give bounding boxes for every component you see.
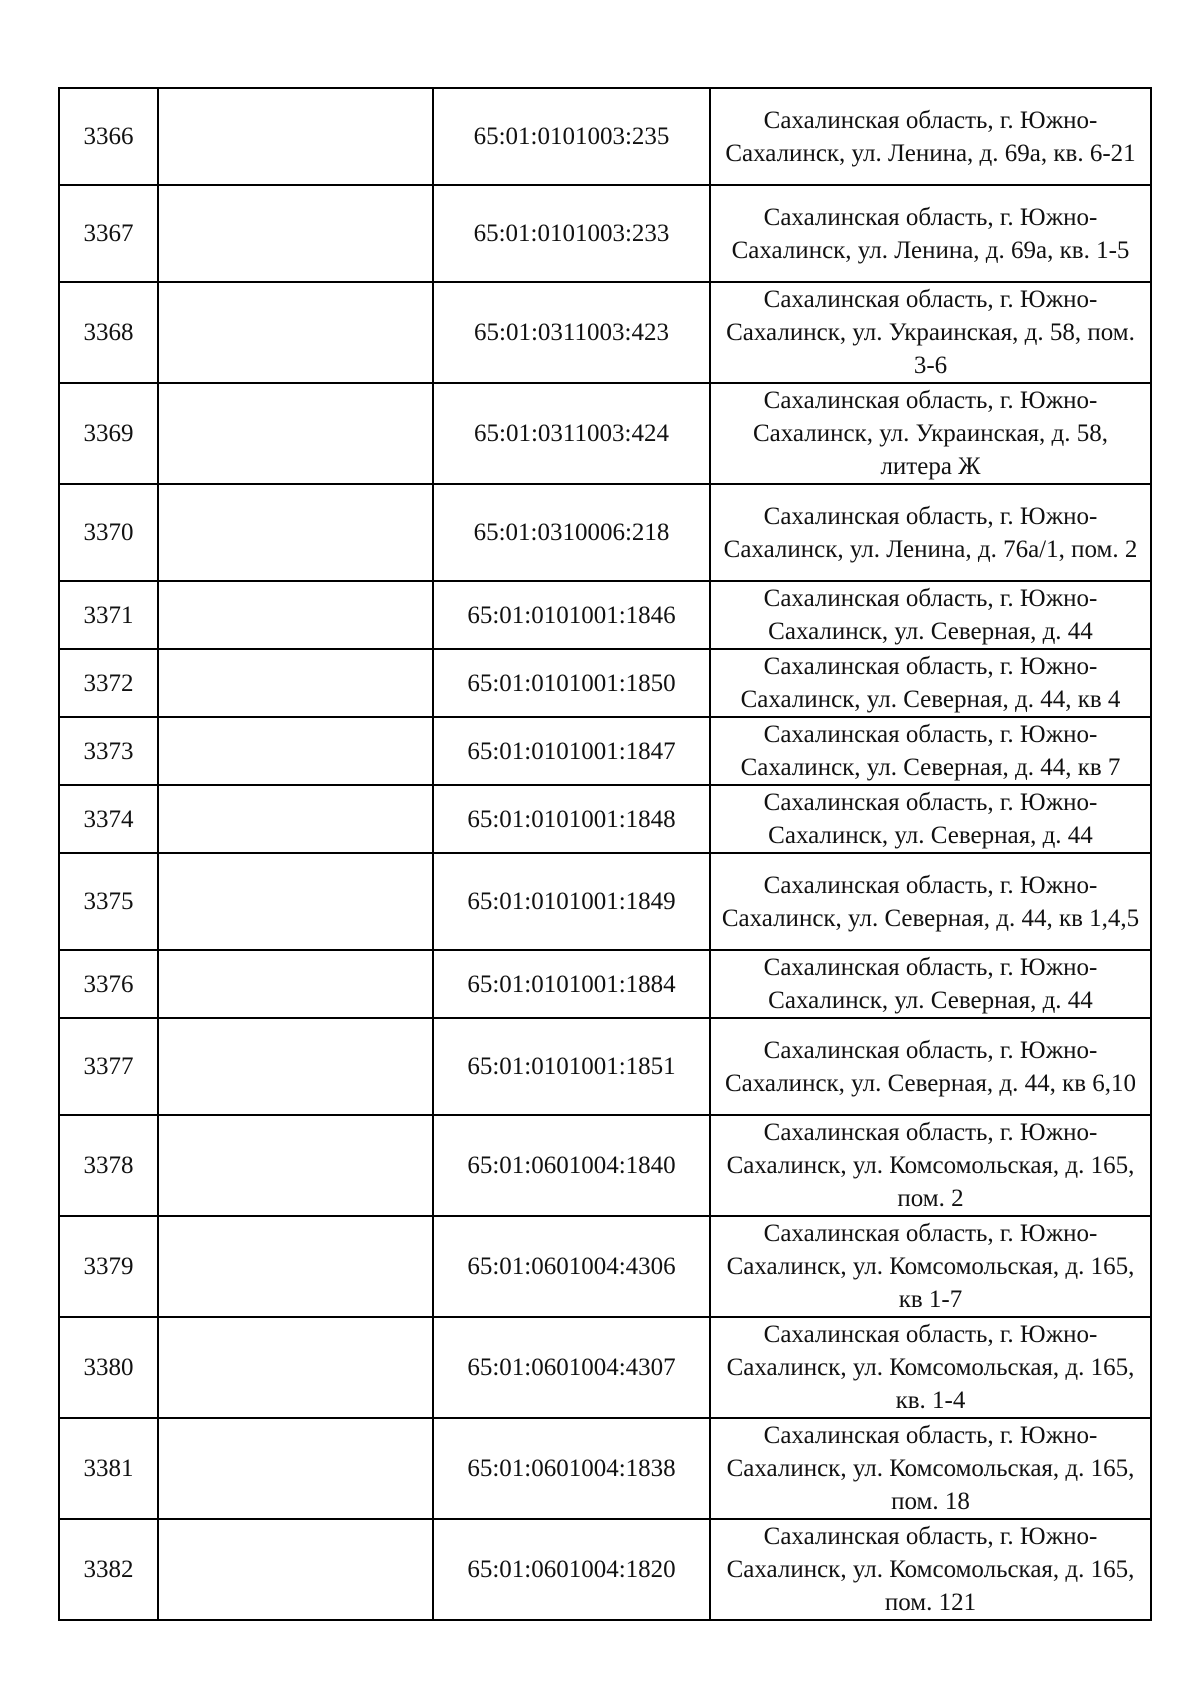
cadastral-number: 65:01:0101003:233 xyxy=(433,185,710,282)
row-number: 3366 xyxy=(59,88,158,185)
object-name xyxy=(158,1216,433,1317)
object-name xyxy=(158,950,433,1018)
table-row xyxy=(59,1018,1151,1115)
object-address: Сахалинская область, г. Южно-Сахалинск, ул. Северная, д. 44, кв 7 xyxy=(710,717,1151,785)
object-address: Сахалинская область, г. Южно-Сахалинск, ул. Украинская, д. 58, литера Ж xyxy=(710,383,1151,484)
row-number: 3372 xyxy=(59,649,158,717)
cadastral-number: 65:01:0601004:4306 xyxy=(433,1216,710,1317)
object-name xyxy=(158,484,433,581)
object-name xyxy=(158,1115,433,1216)
object-name xyxy=(158,383,433,484)
object-name xyxy=(158,282,433,383)
table-row xyxy=(59,950,1151,1018)
table-row xyxy=(59,185,1151,282)
register-table-body xyxy=(59,88,1151,1620)
object-name xyxy=(158,1018,433,1115)
row-number: 3373 xyxy=(59,717,158,785)
object-name xyxy=(158,717,433,785)
object-address: Сахалинская область, г. Южно-Сахалинск, ул. Ленина, д. 69а, кв. 6-21 xyxy=(710,88,1151,185)
object-name xyxy=(158,185,433,282)
table-row xyxy=(59,88,1151,185)
object-address: Сахалинская область, г. Южно-Сахалинск, ул. Украинская, д. 58, пом. 3-6 xyxy=(710,282,1151,383)
table-row xyxy=(59,1519,1151,1620)
table-row xyxy=(59,1317,1151,1418)
object-name xyxy=(158,581,433,649)
object-address: Сахалинская область, г. Южно-Сахалинск, ул. Комсомольская, д. 165, кв 1-7 xyxy=(710,1216,1151,1317)
row-number: 3376 xyxy=(59,950,158,1018)
cadastral-number: 65:01:0601004:1838 xyxy=(433,1418,710,1519)
cadastral-number: 65:01:0101001:1884 xyxy=(433,950,710,1018)
object-address: Сахалинская область, г. Южно-Сахалинск, ул. Северная, д. 44, кв 1,4,5 xyxy=(710,853,1151,950)
cadastral-number: 65:01:0101003:235 xyxy=(433,88,710,185)
object-address: Сахалинская область, г. Южно-Сахалинск, ул. Северная, д. 44 xyxy=(710,950,1151,1018)
object-address: Сахалинская область, г. Южно-Сахалинск, ул. Ленина, д. 76а/1, пом. 2 xyxy=(710,484,1151,581)
table-row xyxy=(59,853,1151,950)
object-address: Сахалинская область, г. Южно-Сахалинск, ул. Северная, д. 44, кв 4 xyxy=(710,649,1151,717)
row-number: 3380 xyxy=(59,1317,158,1418)
table-row xyxy=(59,717,1151,785)
cadastral-number: 65:01:0310006:218 xyxy=(433,484,710,581)
table-row xyxy=(59,785,1151,853)
cadastral-number: 65:01:0101001:1848 xyxy=(433,785,710,853)
row-number: 3382 xyxy=(59,1519,158,1620)
object-address: Сахалинская область, г. Южно-Сахалинск, ул. Комсомольская, д. 165, пом. 2 xyxy=(710,1115,1151,1216)
cadastral-number: 65:01:0101001:1847 xyxy=(433,717,710,785)
cadastral-number: 65:01:0601004:4307 xyxy=(433,1317,710,1418)
row-number: 3374 xyxy=(59,785,158,853)
table-row xyxy=(59,484,1151,581)
row-number: 3369 xyxy=(59,383,158,484)
object-address: Сахалинская область, г. Южно-Сахалинск, ул. Комсомольская, д. 165, пом. 121 xyxy=(710,1519,1151,1620)
cadastral-number: 65:01:0601004:1840 xyxy=(433,1115,710,1216)
object-name xyxy=(158,1418,433,1519)
row-number: 3370 xyxy=(59,484,158,581)
cadastral-number: 65:01:0101001:1851 xyxy=(433,1018,710,1115)
cadastral-number: 65:01:0101001:1849 xyxy=(433,853,710,950)
object-name xyxy=(158,649,433,717)
object-address: Сахалинская область, г. Южно-Сахалинск, ул. Северная, д. 44 xyxy=(710,581,1151,649)
row-number: 3377 xyxy=(59,1018,158,1115)
row-number: 3381 xyxy=(59,1418,158,1519)
table-row xyxy=(59,383,1151,484)
object-name xyxy=(158,785,433,853)
table-row xyxy=(59,649,1151,717)
cadastral-number: 65:01:0311003:424 xyxy=(433,383,710,484)
row-number: 3379 xyxy=(59,1216,158,1317)
row-number: 3378 xyxy=(59,1115,158,1216)
cadastral-number: 65:01:0311003:423 xyxy=(433,282,710,383)
table-row xyxy=(59,1418,1151,1519)
cadastral-number: 65:01:0101001:1846 xyxy=(433,581,710,649)
object-address: Сахалинская область, г. Южно-Сахалинск, ул. Комсомольская, д. 165, пом. 18 xyxy=(710,1418,1151,1519)
table-row xyxy=(59,1115,1151,1216)
object-address: Сахалинская область, г. Южно-Сахалинск, ул. Северная, д. 44, кв 6,10 xyxy=(710,1018,1151,1115)
row-number: 3375 xyxy=(59,853,158,950)
row-number: 3371 xyxy=(59,581,158,649)
object-name xyxy=(158,853,433,950)
object-address: Сахалинская область, г. Южно-Сахалинск, ул. Комсомольская, д. 165, кв. 1-4 xyxy=(710,1317,1151,1418)
row-number: 3367 xyxy=(59,185,158,282)
cadastral-number: 65:01:0101001:1850 xyxy=(433,649,710,717)
object-address: Сахалинская область, г. Южно-Сахалинск, ул. Северная, д. 44 xyxy=(710,785,1151,853)
object-name xyxy=(158,1519,433,1620)
object-address: Сахалинская область, г. Южно-Сахалинск, ул. Ленина, д. 69а, кв. 1-5 xyxy=(710,185,1151,282)
property-register-table xyxy=(58,87,1152,1621)
table-row xyxy=(59,282,1151,383)
object-name xyxy=(158,88,433,185)
table-row xyxy=(59,1216,1151,1317)
row-number: 3368 xyxy=(59,282,158,383)
table-row xyxy=(59,581,1151,649)
cadastral-number: 65:01:0601004:1820 xyxy=(433,1519,710,1620)
object-name xyxy=(158,1317,433,1418)
